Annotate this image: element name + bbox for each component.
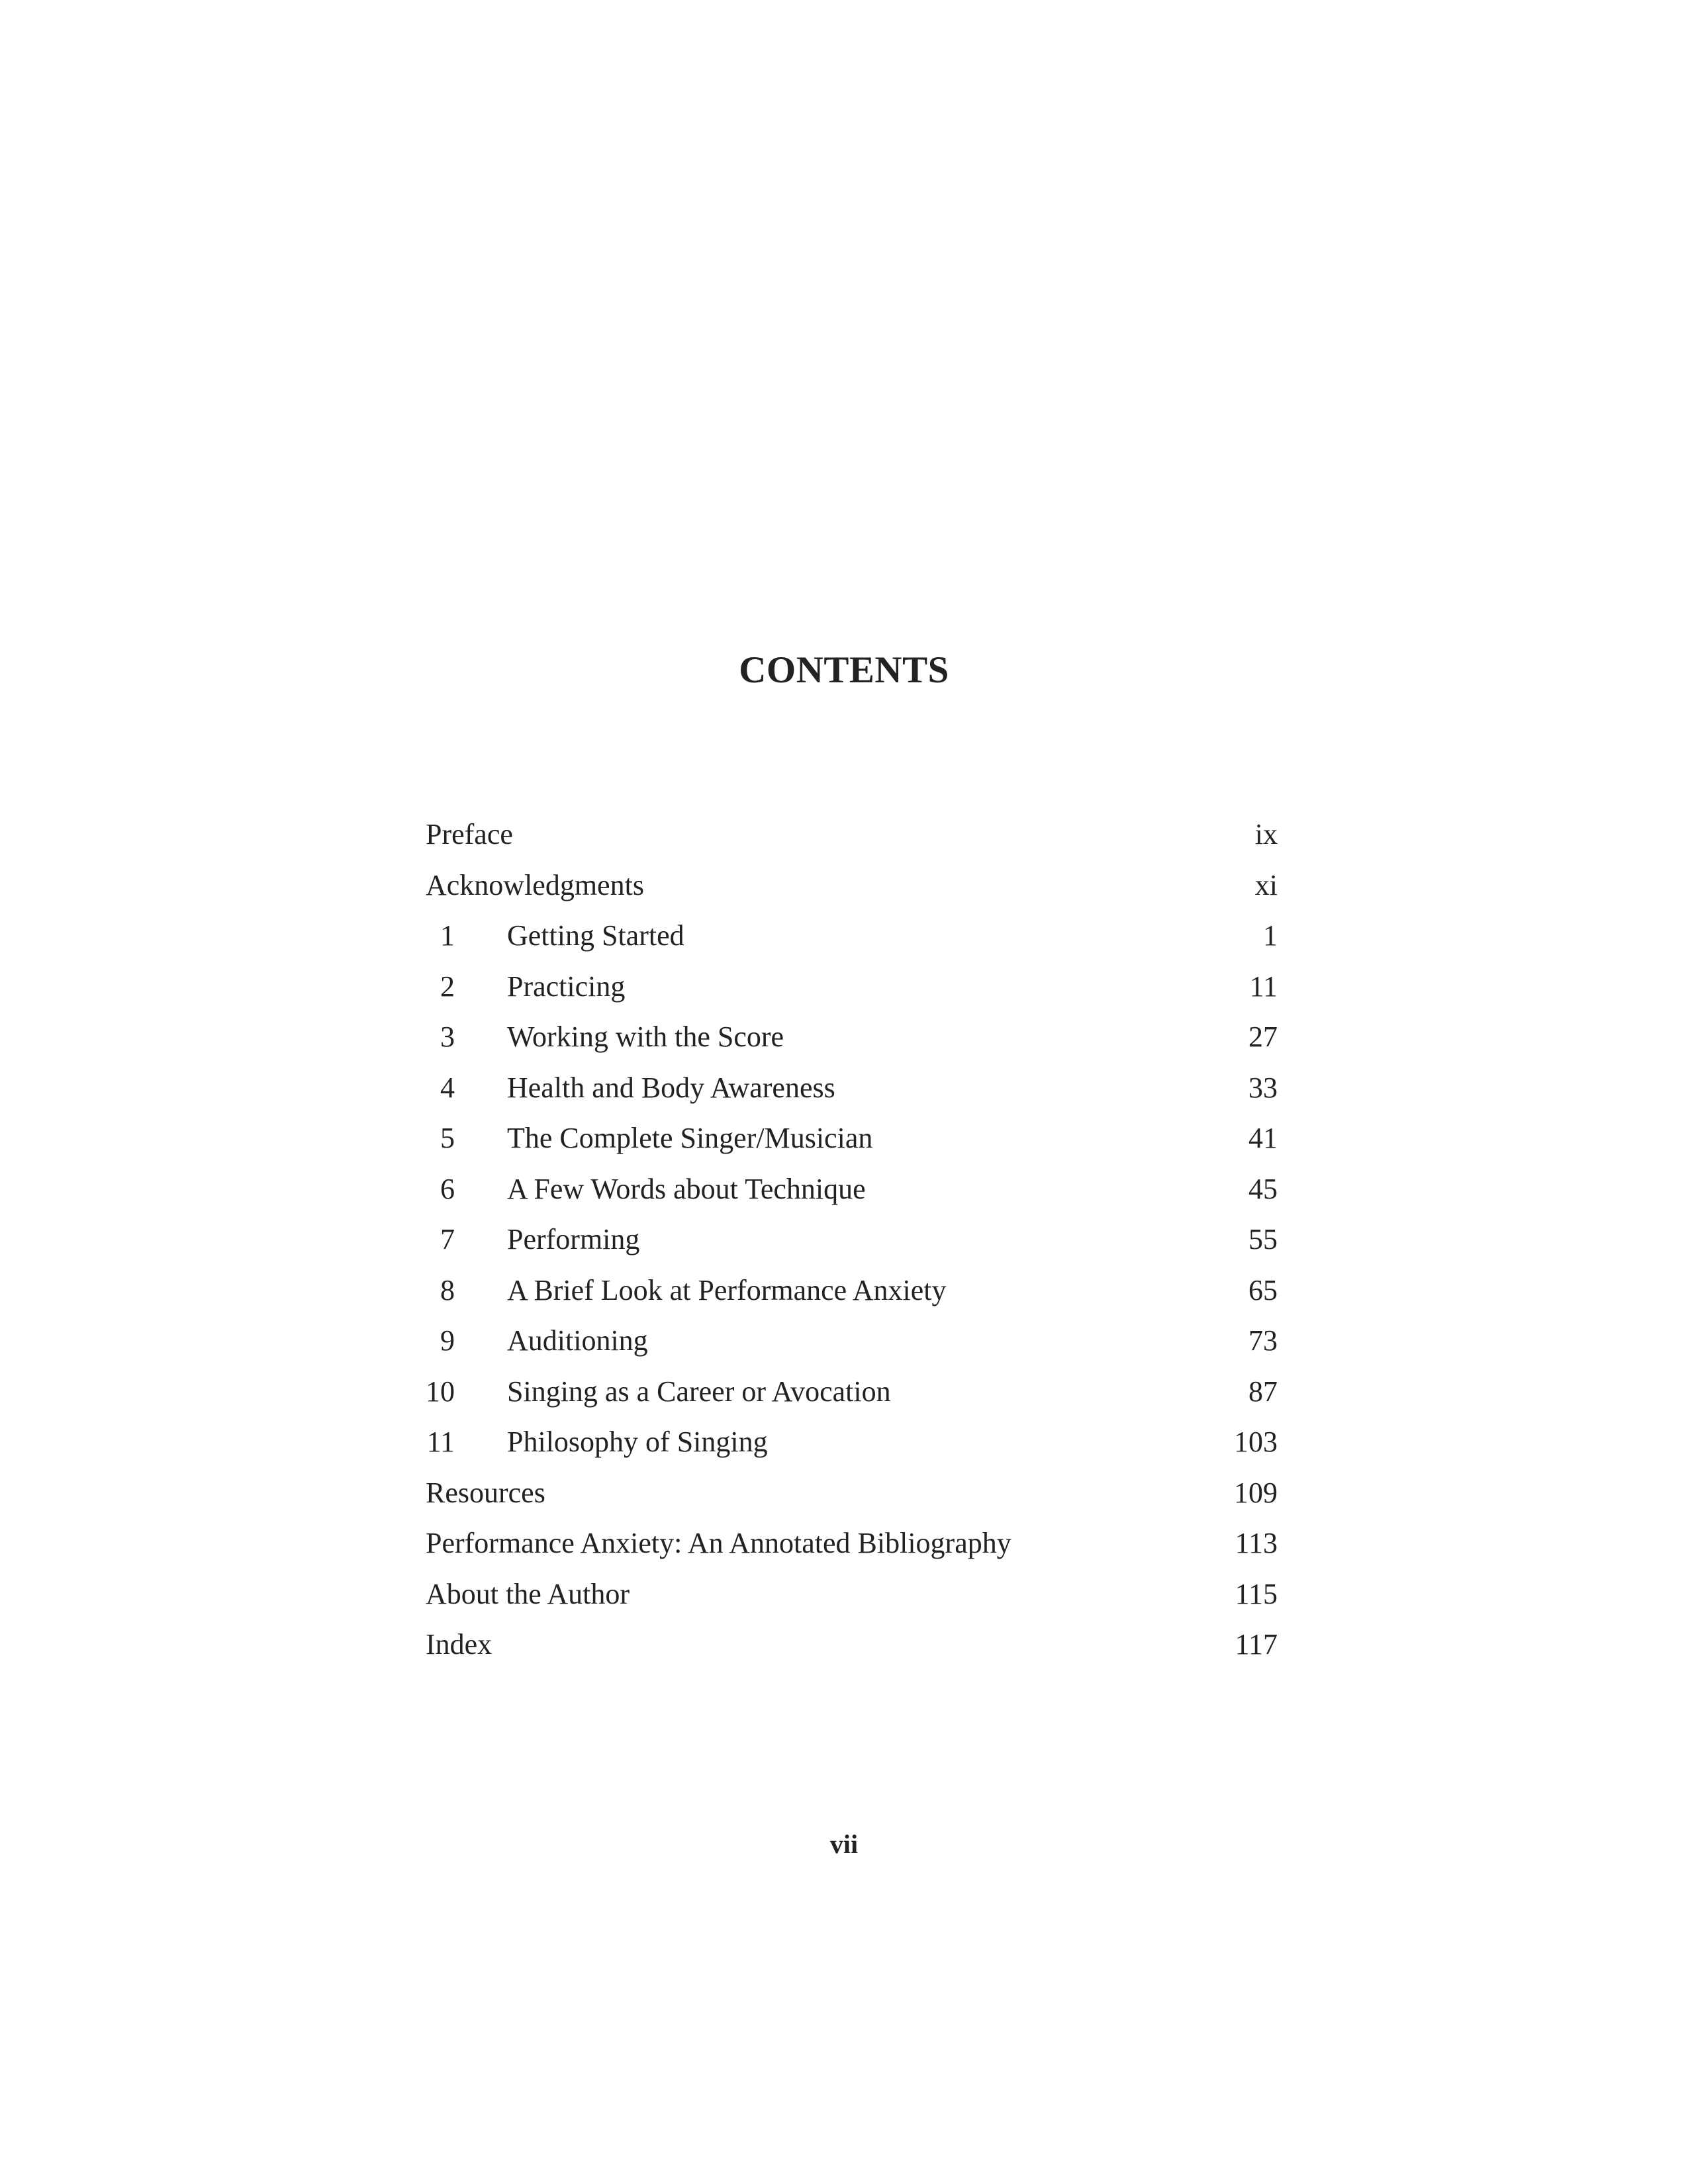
chapter-number: 5 <box>440 1122 455 1154</box>
chapter-title: Philosophy of Singing <box>507 1426 768 1458</box>
chapter-page: 1 <box>1263 919 1278 952</box>
chapter-number: 9 <box>440 1324 455 1357</box>
toc-entry-page: 115 <box>1235 1577 1278 1610</box>
toc-entry-page: 117 <box>1235 1628 1278 1661</box>
toc-entry-index[interactable] <box>426 1619 1278 1670</box>
toc-chapter-6[interactable] <box>426 1164 1278 1215</box>
chapter-number: 10 <box>426 1375 455 1408</box>
chapter-page: 87 <box>1248 1375 1278 1408</box>
chapter-page: 103 <box>1234 1426 1278 1458</box>
chapter-number: 11 <box>426 1426 455 1458</box>
toc-chapter-10[interactable] <box>426 1367 1278 1418</box>
toc-chapter-11[interactable] <box>426 1417 1278 1468</box>
chapter-page: 11 <box>1249 970 1278 1003</box>
chapter-number: 7 <box>440 1223 455 1255</box>
toc-entry-title: Performance Anxiety: An Annotated Bibliography <box>426 1527 1011 1559</box>
toc-chapter-1[interactable] <box>426 911 1278 962</box>
toc-entry-page: 113 <box>1235 1527 1278 1559</box>
chapter-title: Health and Body Awareness <box>507 1071 835 1104</box>
toc-chapter-5[interactable] <box>426 1113 1278 1164</box>
toc-entry-acknowledgments[interactable] <box>426 860 1278 911</box>
chapter-page: 45 <box>1248 1172 1278 1205</box>
chapter-title: Auditioning <box>507 1324 648 1357</box>
toc-entry-page: ix <box>1254 818 1278 850</box>
chapter-page: 73 <box>1248 1324 1278 1357</box>
toc-entry-resources[interactable] <box>426 1468 1278 1519</box>
chapter-page: 65 <box>1248 1273 1278 1306</box>
toc-chapter-7[interactable] <box>426 1214 1278 1265</box>
page-number: vii <box>829 1829 859 1859</box>
chapter-title: A Few Words about Technique <box>507 1172 866 1205</box>
chapter-title: Working with the Score <box>507 1021 784 1053</box>
table-of-contents <box>426 809 1278 1670</box>
toc-entry-title: Acknowledgments <box>426 868 644 901</box>
toc-entry-page: 109 <box>1234 1476 1278 1509</box>
toc-entry-page: xi <box>1254 868 1278 901</box>
toc-entry-bibliography[interactable] <box>426 1518 1278 1569</box>
toc-chapter-4[interactable] <box>426 1063 1278 1114</box>
chapter-number: 3 <box>440 1021 455 1053</box>
toc-entry-about-the-author[interactable] <box>426 1569 1278 1620</box>
chapter-title: A Brief Look at Performance Anxiety <box>507 1273 947 1306</box>
chapter-page: 41 <box>1248 1122 1278 1154</box>
chapter-title: Getting Started <box>507 919 684 952</box>
chapter-page: 55 <box>1248 1223 1278 1255</box>
toc-entry-title: Preface <box>426 818 513 850</box>
chapter-number: 1 <box>440 919 455 952</box>
toc-chapter-8[interactable] <box>426 1265 1278 1316</box>
page-title: CONTENTS <box>739 649 949 691</box>
toc-entry-title: Index <box>426 1628 492 1661</box>
toc-chapter-3[interactable] <box>426 1012 1278 1063</box>
chapter-number: 2 <box>440 970 455 1003</box>
chapter-title: Practicing <box>507 970 626 1003</box>
toc-entry-title: About the Author <box>426 1577 630 1610</box>
toc-chapter-9[interactable] <box>426 1316 1278 1367</box>
chapter-title: The Complete Singer/Musician <box>507 1122 873 1154</box>
toc-entry-title: Resources <box>426 1476 545 1509</box>
toc-entry-preface[interactable] <box>426 809 1278 860</box>
chapter-page: 27 <box>1248 1021 1278 1053</box>
chapter-page: 33 <box>1248 1071 1278 1104</box>
toc-chapter-2[interactable] <box>426 962 1278 1013</box>
chapter-number: 8 <box>440 1273 455 1306</box>
chapter-number: 4 <box>440 1071 455 1104</box>
chapter-number: 6 <box>440 1172 455 1205</box>
chapter-title: Singing as a Career or Avocation <box>507 1375 891 1408</box>
chapter-title: Performing <box>507 1223 640 1255</box>
